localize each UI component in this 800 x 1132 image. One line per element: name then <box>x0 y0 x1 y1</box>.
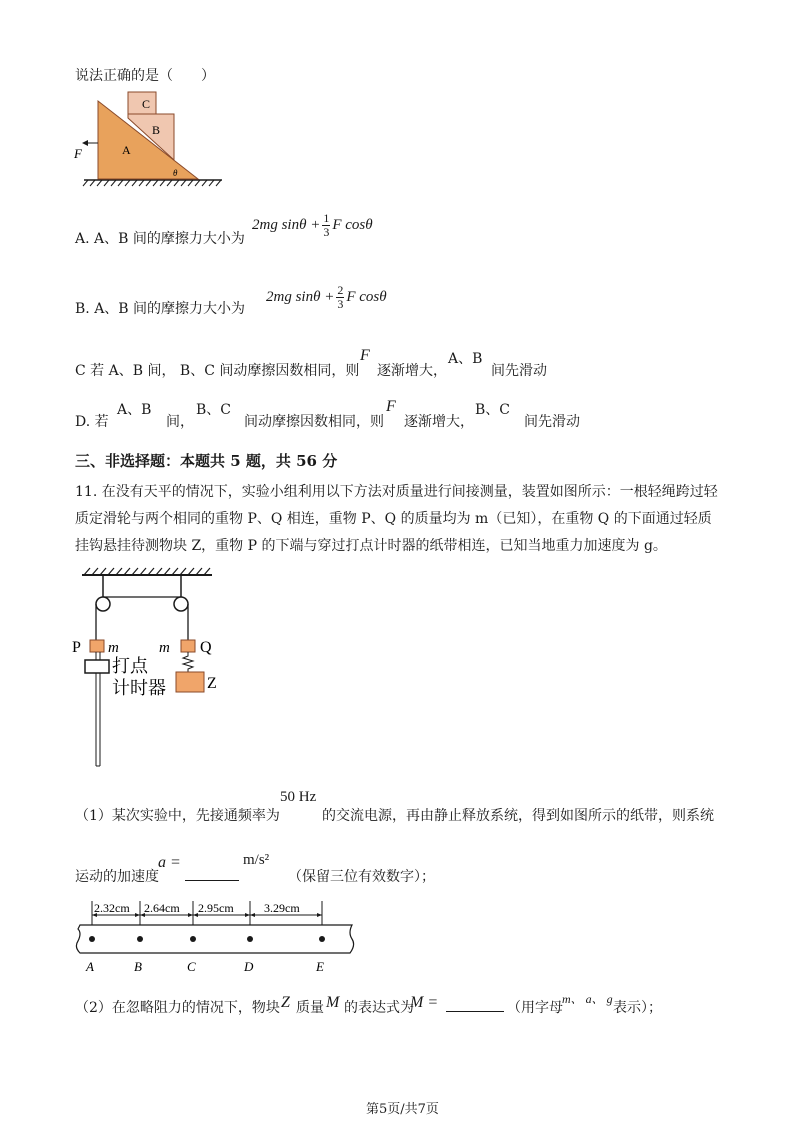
option-d-text4: 逐渐增大， <box>404 414 474 430</box>
option-c-text3: 间先滑动 <box>491 363 547 379</box>
label-f: F <box>74 146 82 161</box>
label-c: C <box>142 97 151 111</box>
option-b-prefix: B. A、B 间的摩擦力大小为 <box>75 301 246 317</box>
option-d-ab: A、B <box>117 402 152 418</box>
tape-dot-a <box>89 936 95 942</box>
part2-z: Z <box>281 994 290 1011</box>
option-a-den: 3 <box>323 225 330 239</box>
part2-m-eq: M = <box>410 994 439 1011</box>
part2-text1: （2）在忽略阻力的情况下，物块 <box>75 1000 280 1016</box>
option-b-fraction <box>336 284 344 311</box>
option-a-expression <box>252 212 373 239</box>
segment-bc: 2.64cm <box>144 901 180 915</box>
option-d-f: F <box>386 398 396 415</box>
part1-frequency: 50 Hz <box>280 789 317 805</box>
part2-text3: 的表达式为 <box>344 1000 414 1016</box>
part1-answer-blank[interactable] <box>185 866 239 881</box>
tape-dot-b <box>137 936 143 942</box>
option-a-prefix: A. A、B 间的摩擦力大小为 <box>75 231 245 247</box>
point-c: C <box>187 959 196 974</box>
segment-de: 3.29cm <box>264 901 300 915</box>
q11-text: 11. 在没有天平的情况下，实验小组利用以下方法对质量进行间接测量，装置如图所示：一根轻绳跨过轻质定滑轮与两个相同的重物 P、Q 相连，重物 P、Q 的质量均为 m（已知），在重物 Q 的下面通过轻质挂钩悬挂待测物块 Z，重物 P 的下端与穿过打点计时器的纸带相连，已知当地重力加速度为 g。 <box>75 484 718 554</box>
part2-answer-blank[interactable] <box>446 997 504 1012</box>
option-c-f: F <box>360 347 370 364</box>
option-a-num: 1 <box>323 211 330 225</box>
label-theta: θ <box>173 168 178 178</box>
section-title: 三、非选择题：本题共 5 题，共 56 分 <box>75 452 338 470</box>
option-b-expression <box>266 284 387 311</box>
label-a: A <box>122 143 131 157</box>
label-p: P <box>72 639 81 656</box>
option-d-bc2: B、C <box>475 402 510 418</box>
option-d-text3: 间动摩擦因数相同，则 <box>244 414 384 430</box>
part1-unit: m/s² <box>243 852 270 868</box>
option-c-text2: 逐渐增大， <box>377 363 447 379</box>
question-intro: 说法正确的是（ ） <box>75 68 215 84</box>
label-b: B <box>152 123 161 137</box>
page-footer: 第5页/共7页 <box>366 1102 439 1117</box>
block-z <box>176 672 204 692</box>
part1-text1: （1）某次实验中，先接通频率为 <box>75 808 280 824</box>
part2-letters: m、 a、 g <box>562 992 613 1006</box>
point-b: B <box>134 959 142 974</box>
point-d: D <box>244 959 254 974</box>
label-m-right: m <box>159 640 170 656</box>
tape-dot-d <box>247 936 253 942</box>
option-c-text1: C 若 A、B 间， B、C 间动摩擦因数相同，则 <box>75 363 360 379</box>
timer-box <box>85 660 109 673</box>
part2-text5: 表示）； <box>613 1000 662 1016</box>
part2-m-symbol: M <box>326 994 340 1011</box>
option-b-num: 2 <box>337 283 344 297</box>
point-e: E <box>316 959 324 974</box>
option-b-expr-pre: 2mg sinθ + <box>266 288 335 305</box>
option-d-text1: D. 若 <box>75 414 109 430</box>
option-a-expr-pre: 2mg sinθ + <box>252 216 321 233</box>
tape-dot-c <box>190 936 196 942</box>
option-c-ab: A、B <box>448 351 483 367</box>
option-a-fraction <box>322 212 330 239</box>
option-b-den: 3 <box>337 297 344 311</box>
label-m-left: m <box>108 640 119 656</box>
option-d-bc: B、C <box>196 402 231 418</box>
right-pulley <box>174 597 188 611</box>
left-pulley <box>96 597 110 611</box>
paper-tape-figure <box>70 897 360 977</box>
part2-text2: 质量 <box>296 1000 324 1016</box>
segment-ab: 2.32cm <box>94 901 130 915</box>
pulley-figure <box>70 566 220 772</box>
segment-cd: 2.95cm <box>198 901 234 915</box>
weight-p <box>90 640 104 652</box>
part1-text4: （保留三位有效数字）； <box>288 869 435 885</box>
part2-text4: （用字母 <box>507 1000 563 1016</box>
option-d-text5: 间先滑动 <box>524 414 580 430</box>
label-timer-1: 打点 <box>112 656 148 676</box>
option-b-expr-post: F cosθ <box>346 288 387 305</box>
part1-a-symbol: a = <box>158 854 181 871</box>
option-a-expr-post: F cosθ <box>332 216 373 233</box>
option-d-text2: 间， <box>166 414 194 430</box>
label-q: Q <box>200 639 212 656</box>
wedge-figure <box>70 88 230 188</box>
tape-dot-e <box>319 936 325 942</box>
part1-text3: 运动的加速度 <box>75 869 159 885</box>
point-a: A <box>86 959 94 974</box>
label-z: Z <box>207 675 217 692</box>
part1-text2: 的交流电源，再由静止释放系统，得到如图所示的纸带，则系统 <box>322 808 714 824</box>
label-timer-2: 计时器 <box>112 678 166 698</box>
weight-q <box>181 640 195 652</box>
